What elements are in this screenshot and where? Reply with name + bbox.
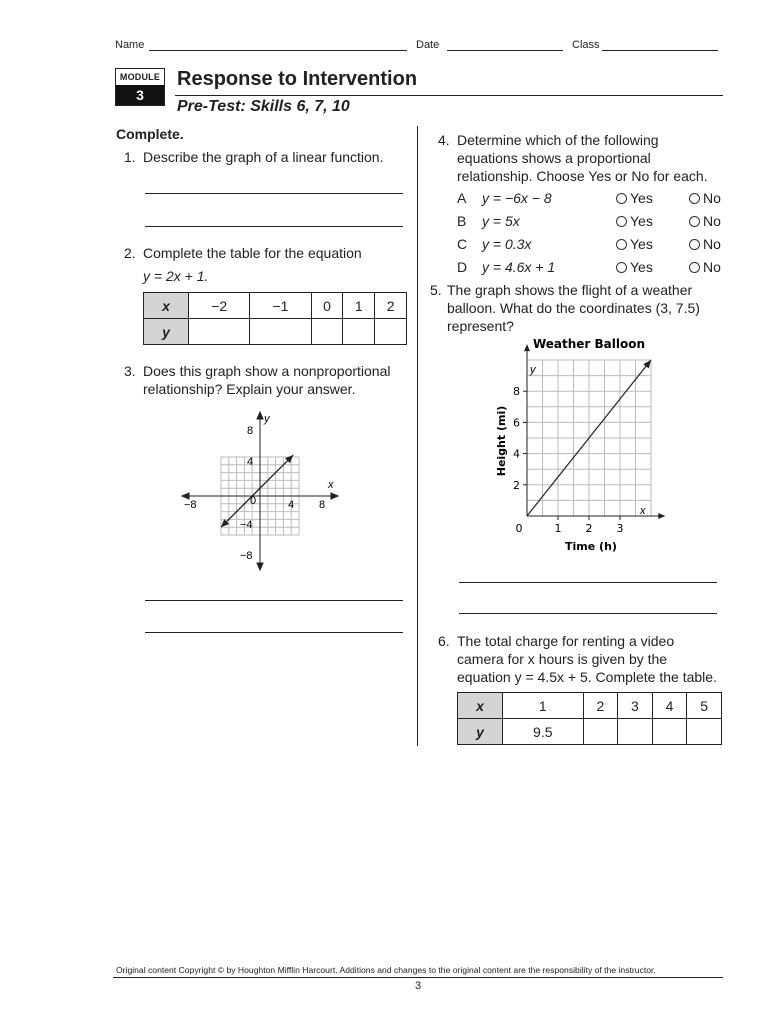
table-cell: 1: [503, 693, 584, 719]
module-number: 3: [116, 85, 164, 105]
x-axis-arrow-right: [331, 493, 338, 499]
radio-icon[interactable]: [689, 239, 700, 250]
q4-line3: relationship. Choose Yes or No for each.: [457, 168, 708, 184]
y-axis-arrow: [524, 344, 530, 351]
answer-cell[interactable]: [189, 319, 250, 345]
radio-icon[interactable]: [689, 262, 700, 273]
table-row: [458, 693, 722, 719]
x-tick-label: 8: [319, 499, 326, 511]
radio-icon[interactable]: [616, 239, 627, 250]
q4-line1: Determine which of the following: [457, 132, 659, 148]
q6-number: 6.: [438, 633, 450, 649]
x-tick-label: 3: [616, 522, 624, 535]
y-tick-label: −4: [240, 519, 253, 531]
q5-line3: represent?: [447, 318, 514, 334]
yes-choice[interactable]: Yes: [616, 212, 653, 230]
y-tick-label: 8: [513, 385, 520, 399]
footer-rule: [113, 977, 723, 978]
q4-option-c: [457, 235, 727, 253]
x-tick-label: −8: [184, 499, 197, 511]
answer-cell[interactable]: [311, 319, 343, 345]
q2-text: Complete the table for the equation: [143, 245, 362, 261]
y-axis-title: Height (mi): [495, 405, 508, 477]
q4-option-b: [457, 212, 727, 230]
q1-text: Describe the graph of a linear function.: [143, 149, 384, 165]
x-axis-title: Time (h): [565, 540, 617, 553]
table-cell: 2: [375, 293, 407, 319]
q4-option-d: [457, 258, 727, 276]
chart-title: Weather Balloon: [532, 337, 646, 351]
class-line[interactable]: [602, 50, 718, 51]
table-cell: −1: [250, 293, 311, 319]
q6-line2: camera for x hours is given by the: [457, 651, 668, 667]
page-title: Response to Intervention: [177, 68, 418, 90]
y-tick-label: 4: [247, 456, 254, 468]
table-cell: 2: [583, 693, 618, 719]
table-row: [144, 293, 407, 319]
yes-choice[interactable]: Yes: [616, 235, 653, 253]
y-header: y: [458, 719, 503, 745]
no-choice[interactable]: No: [689, 235, 721, 253]
q3-answer-line-1[interactable]: [145, 600, 403, 601]
y-tick-label: −8: [240, 550, 253, 562]
table-cell: 1: [343, 293, 375, 319]
no-choice[interactable]: No: [689, 258, 721, 276]
radio-icon[interactable]: [616, 216, 627, 227]
q3-number: 3.: [124, 363, 136, 379]
table-cell: 0: [311, 293, 343, 319]
yes-choice[interactable]: Yes: [616, 189, 653, 207]
q5-line2: balloon. What do the coordinates (3, 7.5): [447, 300, 700, 316]
q4-line2: equations shows a proportional: [457, 150, 651, 166]
column-divider: [417, 126, 418, 746]
table-cell: 3: [618, 693, 653, 719]
q3-answer-line-2[interactable]: [145, 632, 403, 633]
instruction: Complete.: [116, 126, 184, 142]
q6-line1: The total charge for renting a video: [457, 633, 675, 649]
option-equation: y = 4.6x + 1: [482, 259, 556, 275]
y-tick-label: 6: [513, 416, 520, 430]
q5-line1: The graph shows the flight of a weather: [447, 282, 693, 298]
x-axis-arrow: [658, 513, 665, 519]
answer-cell[interactable]: [343, 319, 375, 345]
option-equation: y = 0.3x: [482, 236, 532, 252]
date-label: Date: [416, 39, 440, 51]
y-tick-label: 8: [247, 425, 254, 437]
date-line[interactable]: [447, 50, 563, 51]
y-axis-arrow-down: [257, 563, 263, 570]
answer-cell[interactable]: [250, 319, 311, 345]
q1-answer-line-2[interactable]: [145, 226, 403, 227]
answer-cell[interactable]: [583, 719, 618, 745]
table-cell: 5: [687, 693, 722, 719]
x-tick-label: 4: [288, 499, 295, 511]
name-line[interactable]: [149, 50, 407, 51]
series-line-arrow: [643, 360, 651, 368]
option-letter: B: [457, 213, 467, 229]
x-tick-label: 2: [585, 522, 593, 535]
q5-answer-line-1[interactable]: [459, 582, 717, 583]
answer-cell[interactable]: [652, 719, 687, 745]
x-tick-label: 1: [554, 522, 562, 535]
option-letter: A: [457, 190, 467, 206]
option-letter: D: [457, 259, 468, 275]
answer-cell[interactable]: [618, 719, 653, 745]
no-choice[interactable]: No: [689, 189, 721, 207]
radio-icon[interactable]: [616, 193, 627, 204]
q4-option-a: [457, 189, 727, 207]
yes-choice[interactable]: Yes: [616, 258, 653, 276]
radio-icon[interactable]: [616, 262, 627, 273]
y-axis-letter: y: [264, 413, 270, 425]
radio-icon[interactable]: [689, 193, 700, 204]
table-row: [458, 719, 722, 745]
radio-icon[interactable]: [689, 216, 700, 227]
option-equation: y = −6x − 8: [482, 190, 552, 206]
answer-cell[interactable]: [375, 319, 407, 345]
q3-line2: relationship? Explain your answer.: [143, 381, 356, 397]
page-number: 3: [414, 980, 422, 992]
q4-number: 4.: [438, 132, 450, 148]
q3-line1: Does this graph show a nonproportional: [143, 363, 391, 379]
x-header: x: [458, 693, 503, 719]
q2-equation: y = 2x + 1.: [143, 268, 209, 284]
y-axis-letter: y: [530, 364, 536, 376]
y-axis-arrow-up: [257, 412, 263, 419]
x-header: x: [144, 293, 189, 319]
q5-number: 5.: [430, 282, 442, 298]
q6-table: [457, 692, 722, 745]
page-subtitle: Pre-Test: Skills 6, 7, 10: [177, 98, 350, 115]
graph-line: [221, 455, 293, 527]
answer-cell[interactable]: [687, 719, 722, 745]
x-tick-label: 0: [250, 495, 257, 507]
no-choice[interactable]: No: [689, 212, 721, 230]
y-tick-label: 2: [513, 478, 520, 492]
module-badge: [115, 68, 165, 106]
q1-answer-line-1[interactable]: [145, 193, 403, 194]
copyright-text: Original content Copyright © by Houghton Mifflin Harcourt. Additions and changes to the original content are the responsibility of the instructor.: [116, 965, 656, 975]
table-cell: 4: [652, 693, 687, 719]
q5-answer-line-2[interactable]: [459, 613, 717, 614]
option-letter: C: [457, 236, 468, 252]
class-label: Class: [572, 39, 600, 51]
x-tick-label: 0: [515, 522, 523, 535]
q6-line3: equation y = 4.5x + 5. Complete the table.: [457, 669, 717, 685]
q2-number: 2.: [124, 245, 136, 261]
module-label: MODULE: [119, 72, 161, 82]
q3-graph: [176, 408, 344, 576]
table-row: [144, 319, 407, 345]
name-label: Name: [115, 39, 145, 51]
table-cell: 9.5: [503, 719, 584, 745]
y-tick-label: 4: [513, 447, 520, 461]
weather-balloon-chart: [490, 330, 670, 560]
q2-table: [143, 292, 407, 345]
x-axis-letter: x: [640, 505, 646, 517]
y-header: y: [144, 319, 189, 345]
x-axis-letter: x: [328, 479, 334, 491]
q1-number: 1.: [124, 149, 136, 165]
title-underline: [175, 95, 723, 96]
table-cell: −2: [189, 293, 250, 319]
option-equation: y = 5x: [482, 213, 520, 229]
